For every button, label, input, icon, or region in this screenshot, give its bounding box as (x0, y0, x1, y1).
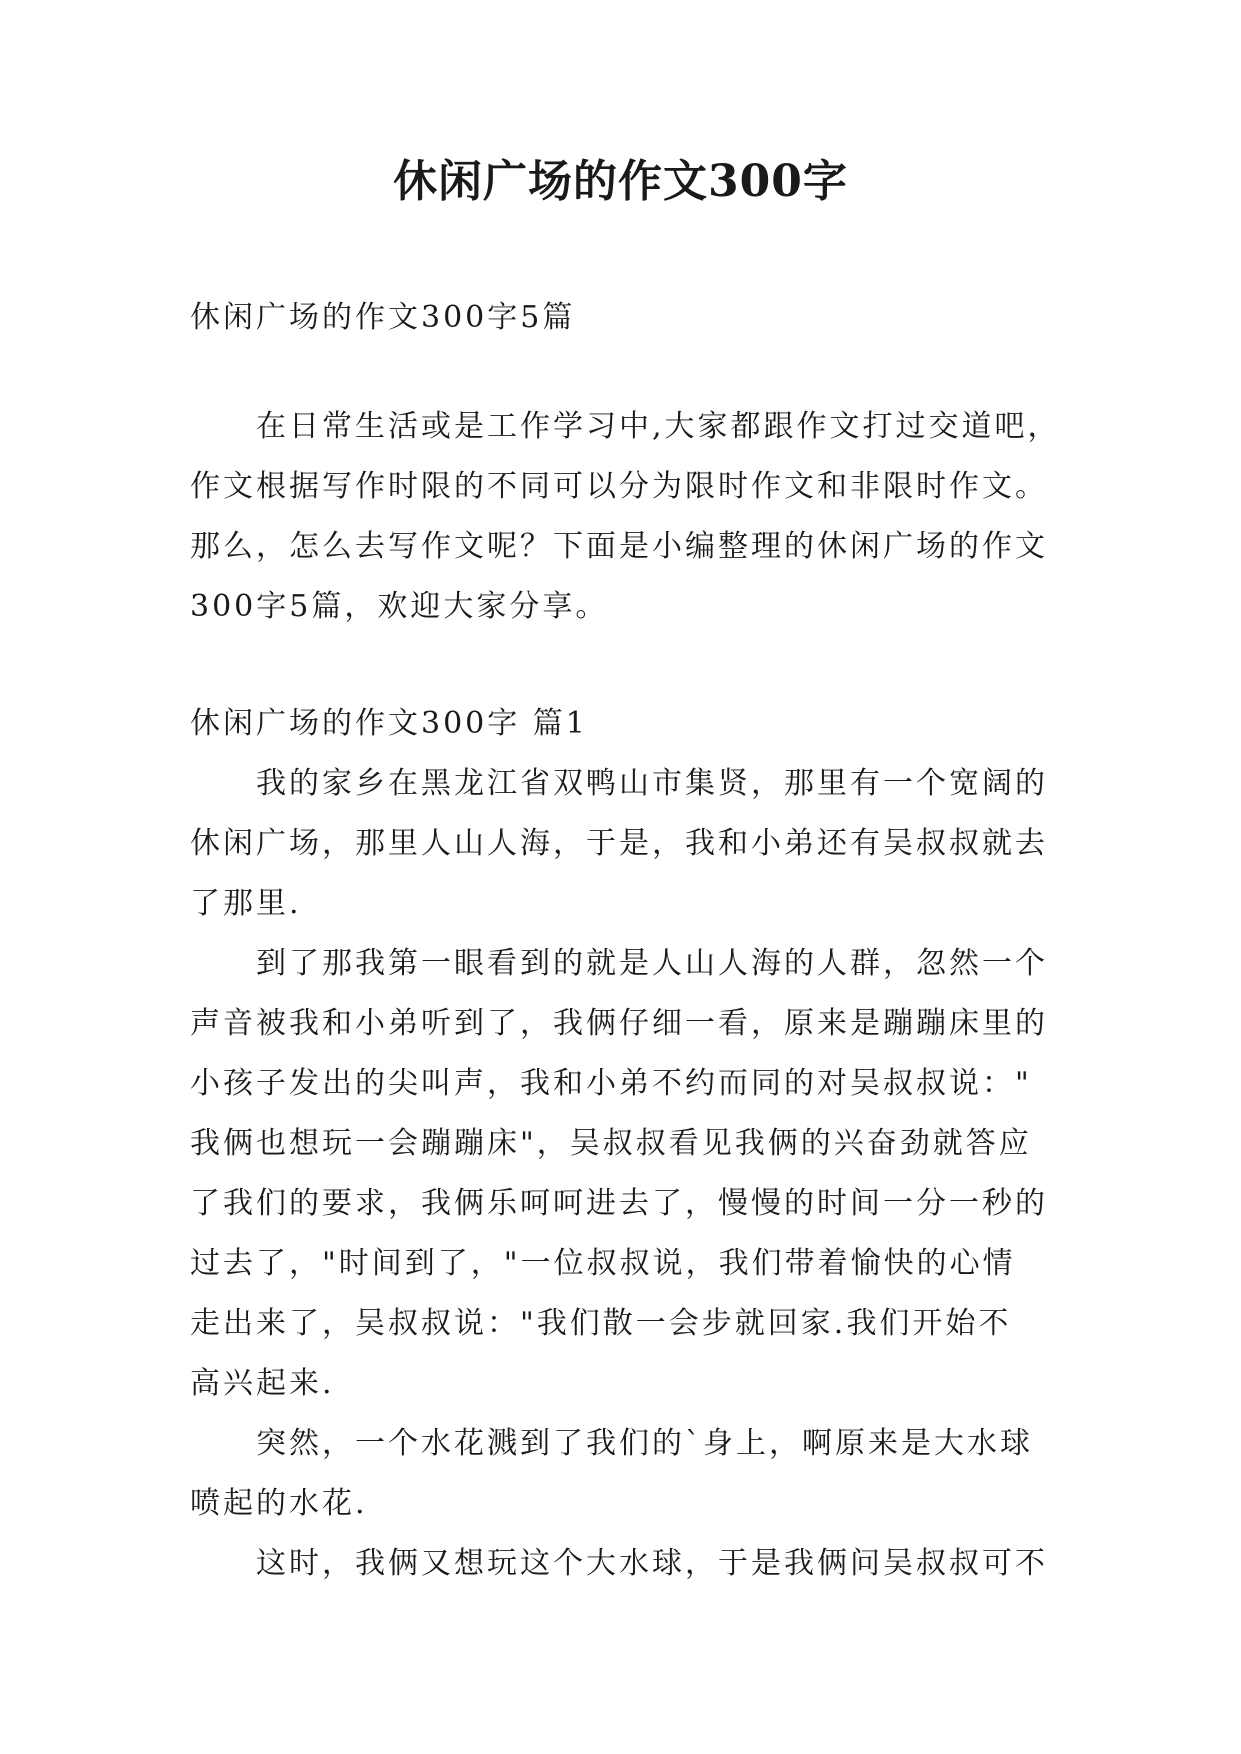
intro-line: 作文根据写作时限的不同可以分为限时作文和非限时作文。 (190, 469, 1048, 504)
body-line: 我的家乡在黑龙江省双鸭山市集贤，那里有一个宽阔的 (256, 766, 1048, 801)
body-line: 休闲广场，那里人山人海，于是，我和小弟还有吴叔叔就去 (190, 826, 1048, 861)
body-line: 走出来了，吴叔叔说："我们散一会步就回家.我们开始不 (190, 1306, 1012, 1341)
body-line: 了那里. (190, 886, 302, 921)
body-line: 了我们的要求，我俩乐呵呵进去了，慢慢的时间一分一秒的 (190, 1186, 1048, 1221)
intro-line: 在日常生活或是工作学习中,大家都跟作文打过交道吧， (256, 409, 1061, 444)
body-line: 高兴起来. (190, 1366, 335, 1401)
body-line: 到了那我第一眼看到的就是人山人海的人群，忽然一个 (256, 946, 1048, 981)
essay-body (190, 754, 1070, 1594)
intro-paragraph (190, 397, 1070, 637)
body-line: 这时，我俩又想玩这个大水球，于是我俩问吴叔叔可不 (256, 1546, 1048, 1581)
body-line: 突然，一个水花溅到了我们的`身上，啊原来是大水球 (256, 1426, 1033, 1461)
body-line: 我俩也想玩一会蹦蹦床"，吴叔叔看见我俩的兴奋劲就答应 (190, 1126, 1032, 1161)
body-line: 过去了，"时间到了，"一位叔叔说，我们带着愉快的心情 (190, 1246, 1016, 1281)
intro-line: 那么，怎么去写作文呢？下面是小编整理的休闲广场的作文 (190, 529, 1048, 564)
body-line: 声音被我和小弟听到了，我俩仔细一看，原来是蹦蹦床里的 (190, 1006, 1048, 1041)
body-line: 喷起的水花. (190, 1486, 368, 1521)
intro-line: 300字5篇，欢迎大家分享。 (190, 589, 609, 624)
document-subtitle: 休闲广场的作文300字5篇 (190, 300, 576, 335)
document-title: 休闲广场的作文300字 (393, 156, 848, 207)
section-heading: 休闲广场的作文300字 篇1 (190, 706, 588, 741)
body-line: 小孩子发出的尖叫声，我和小弟不约而同的对吴叔叔说：" (190, 1066, 1032, 1101)
